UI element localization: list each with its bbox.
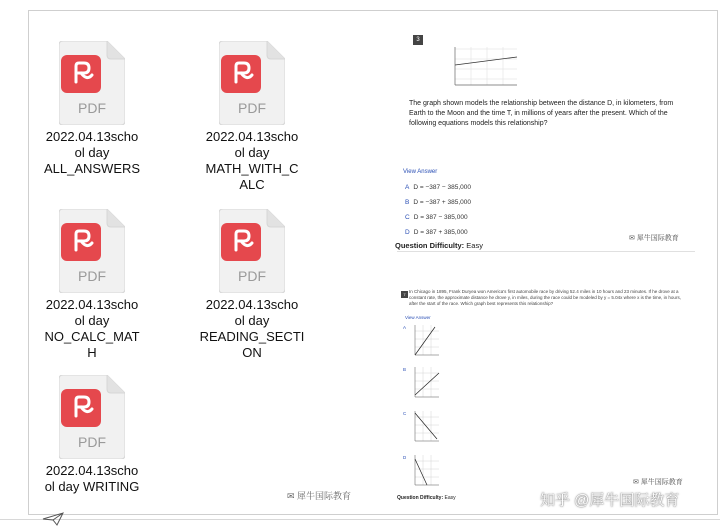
svg-text:PDF: PDF (238, 100, 266, 116)
view-answer-link[interactable]: View Answer (403, 169, 438, 175)
svg-text:PDF: PDF (78, 434, 106, 450)
view-answer-link[interactable]: View Answer (405, 315, 431, 320)
watermark-left: ✉ 犀牛国际教育 (287, 491, 352, 501)
wechat-icon: ✉ (633, 479, 641, 486)
pdf-file-icon (59, 41, 125, 125)
pdf-file-icon (59, 375, 125, 459)
pdf-file-icon (219, 209, 285, 293)
divider (397, 251, 695, 252)
pdf-file-math-with-calc[interactable] (197, 41, 307, 193)
pdf-file-icon (219, 41, 285, 125)
answer-options (405, 180, 471, 240)
file-name: 2022.04.13scho ol day WRITING (44, 463, 140, 494)
preview-panel (369, 11, 719, 516)
preview-page-2: 7 In Chicago in 1895, Frank Duryea won America's first automobile race by driving 52.4 miles in 10 hours and 23 minutes. If he drove at a constant rate, the approximate distance he drove y, in miles, during the race could be modeled by y = 5.04x where x is the time, in hours, after the start of the race. Which graph best represents this relationship? View Answer A B C D Question Difficulty: Easy ✉ 犀牛国际教育 (397, 279, 695, 506)
line-graph-d (413, 453, 441, 487)
file-grid (29, 11, 389, 516)
svg-text:PDF: PDF (78, 268, 106, 284)
file-name: 2022.04.13scho ol day MATH_WITH_C ALC (205, 129, 299, 192)
pdf-file-all-answers[interactable] (37, 41, 147, 177)
content-frame (28, 10, 718, 515)
question-number: 7 (401, 291, 408, 298)
paper-plane-icon[interactable] (42, 512, 64, 526)
wechat-icon: ✉ (629, 235, 637, 242)
pdf-file-reading-section[interactable] (197, 209, 307, 361)
option-d[interactable]: D D = 387 + 385,000 (405, 229, 468, 236)
bottom-divider (0, 519, 720, 520)
file-name: 2022.04.13scho ol day NO_CALC_MAT H (44, 297, 140, 360)
question-difficulty: Question Difficulty: Easy (397, 495, 456, 501)
file-name: 2022.04.13scho ol day READING_SECTI ON (199, 297, 305, 360)
pdf-file-writing[interactable] (37, 375, 147, 495)
option-c[interactable]: C D = 387 − 385,000 (405, 214, 468, 221)
question-number: 3 (413, 35, 423, 45)
question-difficulty: Question Difficulty: Easy (395, 241, 483, 250)
wechat-icon: ✉ (287, 491, 298, 501)
file-name: 2022.04.13scho ol day ALL_ANSWERS (43, 129, 141, 176)
watermark-page-1: ✉ 犀牛国际教育 (629, 235, 679, 242)
distance-time-graph (441, 43, 521, 95)
svg-text:PDF: PDF (78, 100, 106, 116)
line-graph-c (413, 409, 441, 443)
watermark-page-2: ✉ 犀牛国际教育 (633, 479, 683, 486)
line-graph-a (413, 323, 441, 357)
line-graph-b (413, 365, 441, 399)
pdf-file-icon (59, 209, 125, 293)
preview-page-1 (397, 29, 695, 257)
svg-text:PDF: PDF (238, 268, 266, 284)
question-text: The graph shown models the relationship between the distance D, in kilometers, from Earth to the Moon and the time T, in millions of years after the present. Which of the following equations models this relationship? (409, 100, 674, 127)
option-b[interactable]: B D = −387 + 385,000 (405, 199, 471, 206)
pdf-file-no-calc-math[interactable] (37, 209, 147, 361)
question-text: In Chicago in 1895, Frank Duryea won America's first automobile race by driving 52.4 miles in 10 hours and 23 minutes. If he drove at a constant rate, the approximate distance he drove y, in miles, during the race could be modeled by y = 5.04x where x is the time, in hours, after the start of the race. Which graph best represents this relationship? (409, 289, 681, 306)
option-a[interactable]: A D = −387 − 385,000 (405, 184, 471, 191)
zhihu-watermark: 知乎 @犀牛国际教育 (540, 492, 680, 509)
